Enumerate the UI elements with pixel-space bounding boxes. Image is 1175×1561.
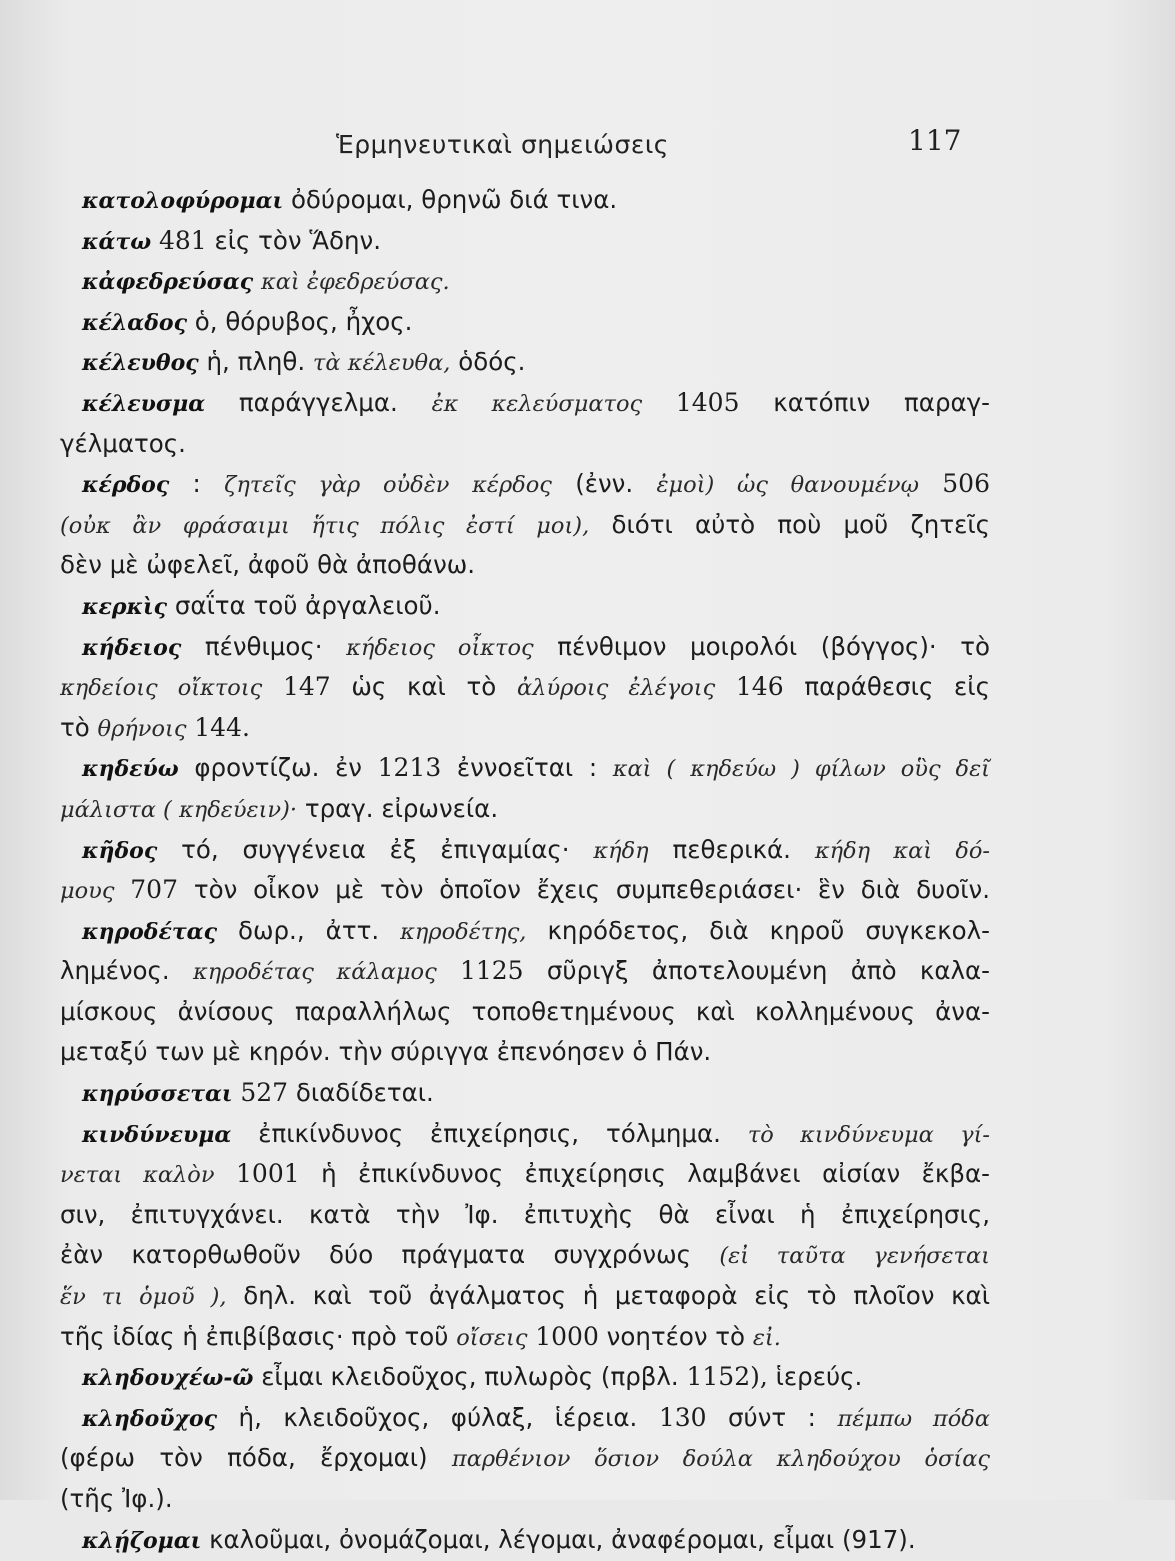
gloss-text: κηρόδετος, διὰ κηροῦ συγκεκολ-: [526, 915, 990, 945]
text-line: [60, 1438, 990, 1479]
text-line: [60, 342, 990, 383]
entry-headword: κατολοφύρομαι: [82, 188, 284, 214]
gloss-text: σαΐτα τοῦ ἀργαλειοῦ.: [167, 590, 441, 620]
gloss-text: (φέρω τὸν πόδα, ἔρχομαι): [60, 1443, 452, 1473]
italic-quotation: καὶ ἐφεδρεύσας.: [260, 269, 450, 296]
italic-quotation: κήδη: [593, 837, 649, 864]
gloss-text: ὁ, θόρυβος, ἦχος.: [186, 306, 413, 336]
text-line: [60, 1357, 990, 1398]
text-line: [60, 302, 990, 343]
gloss-text: γέλματος.: [60, 428, 186, 458]
gloss-text: πεθερικά.: [648, 834, 815, 864]
entry-headword: κλῄζομαι: [82, 1527, 202, 1554]
italic-quotation: ἐκ κελεύσματος: [431, 390, 643, 417]
gloss-text: σῦριγξ ἀποτελουμένη ἀπὸ καλα-: [523, 956, 990, 986]
gloss-text: ἡ, πληθ.: [198, 347, 313, 377]
text-line: [60, 708, 990, 749]
verse-number: 527: [240, 1078, 289, 1108]
italic-quotation: ἕν τι ὁμοῦ ),: [60, 1284, 227, 1311]
text-line: [60, 748, 990, 789]
text-line: [60, 1032, 990, 1073]
gloss-text: πένθιμον μοιρολόι (βόγγος)· τὸ: [533, 631, 990, 661]
entry-headword: κέρδος: [82, 472, 170, 499]
verse-number: 130: [658, 1402, 707, 1432]
entry-headword: κάτω: [82, 228, 152, 255]
gloss-text: ἡ ἐπικίνδυνος ἐπιχείρησις λαμβάνει αἰσίαν ἔκβα-: [299, 1159, 990, 1189]
glossary-entries: [60, 180, 990, 1560]
gloss-text: [437, 956, 460, 985]
gloss-text: τὸν οἶκον μὲ τὸν ὁποῖον ἔχεις συμπεθεριάσει· ἓν διὰ δυοῖν.: [178, 875, 990, 905]
gloss-text: [642, 388, 676, 417]
italic-quotation: κηροδέτης,: [400, 918, 527, 945]
text-line: [60, 789, 990, 830]
gloss-text: [215, 1159, 237, 1188]
italic-quotation: οἴσεις: [456, 1324, 528, 1351]
gloss-text: δηλ. καὶ τοῦ ἀγάλματος ἡ μεταφορὰ εἰς τὸ πλοῖον καὶ: [226, 1281, 990, 1311]
gloss-text: πένθιμος·: [181, 631, 347, 661]
gloss-text: ἐπικίνδυνος ἐπιχείρησις, τόλμημα.: [231, 1118, 748, 1148]
gloss-text: [919, 469, 942, 498]
entry-headword: κερκὶς: [82, 593, 168, 620]
text-line: [60, 586, 990, 627]
italic-quotation: ἀλύροις ἐλέγοις: [516, 675, 716, 702]
text-line: [60, 1317, 990, 1358]
text-line: [60, 505, 990, 546]
italic-quotation: πέμπω πόδα: [837, 1405, 990, 1432]
gloss-text: παράθεσις εἰς: [783, 672, 990, 702]
italic-quotation: θρήνοις: [97, 715, 187, 742]
entry-headword: κηρύσσεται: [82, 1081, 233, 1108]
text-line: [60, 1073, 990, 1114]
gloss-text: τό, συγγένεια ἐξ ἐπιγαμίας·: [157, 834, 594, 864]
gloss-text: φροντίζω. ἐν: [178, 753, 378, 783]
page-header: [0, 124, 1175, 164]
text-line: [60, 261, 990, 302]
entry-headword: κληδοῦχος: [82, 1405, 218, 1432]
italic-quotation: τὸ κινδύνευμα γί-: [747, 1121, 990, 1148]
gloss-text: εἶμαι κλειδοῦχος, πυλωρὸς (πρβλ.: [253, 1362, 687, 1392]
gloss-text: κατόπιν παραγ-: [739, 387, 990, 417]
verse-number: 1001: [236, 1159, 300, 1189]
italic-quotation: μους: [60, 878, 115, 905]
text-line: [60, 221, 990, 262]
text-line: [60, 424, 990, 465]
text-line: [60, 870, 990, 911]
gloss-text: ὡς καὶ τὸ: [330, 672, 517, 702]
verse-number: 147: [282, 672, 331, 702]
italic-quotation: νεται καλὸν: [60, 1162, 215, 1189]
gloss-text: παράγγελμα.: [205, 387, 432, 417]
gloss-text: διότι αὐτὸ ποὺ μοῦ ζητεῖς: [589, 509, 990, 539]
gloss-text: [151, 226, 159, 255]
italic-quotation: κήδειος οἶκτος: [346, 634, 534, 661]
text-line: [60, 1195, 990, 1236]
text-line: [60, 627, 990, 668]
italic-quotation: ζητεῖς γὰρ οὐδὲν κέρδος: [224, 472, 552, 499]
gloss-text: διαδίδεται.: [288, 1078, 434, 1108]
gloss-text: δὲν μὲ ὠφελεῖ, ἀφοῦ θὰ ἀποθάνω.: [60, 550, 476, 580]
text-line: [60, 992, 990, 1033]
entry-headword: κληδουχέω-ῶ: [82, 1365, 254, 1392]
italic-quotation: κηδείοις οἴκτοις: [60, 675, 263, 702]
gloss-text: σύντ :: [706, 1402, 838, 1432]
gloss-text: νοητέον τὸ: [598, 1321, 753, 1351]
gloss-text: [114, 875, 130, 904]
gloss-text: :: [169, 469, 225, 499]
text-line: [60, 951, 990, 992]
gloss-text: [262, 672, 283, 701]
gloss-text: ἐννοεῖται :: [441, 753, 613, 783]
text-line: [60, 464, 990, 505]
gloss-text: [715, 672, 736, 701]
gloss-text: μίσκους ἀνίσους παραλλήλως τοποθετημένους καὶ κολλημένους ἀνα-: [60, 996, 990, 1026]
gloss-text: ὁδός.: [450, 347, 526, 377]
text-line: [60, 545, 990, 586]
verse-number: 1213: [377, 753, 442, 783]
entry-headword: κῆδος: [82, 837, 158, 864]
gloss-text: ὀδύρομαι, θρηνῶ διά τινα.: [283, 185, 618, 214]
italic-quotation: παρθένιον ὅσιον δούλα κληδούχου ὁσίας: [451, 1446, 990, 1473]
verse-number: 481: [158, 225, 207, 255]
gloss-text: ἡ, κλειδοῦχος, φύλαξ, ἱέρεια.: [217, 1402, 659, 1432]
page-number: 117: [908, 124, 962, 157]
text-line: [60, 667, 990, 708]
text-line: [60, 1479, 990, 1520]
verse-number: 1000: [535, 1321, 599, 1351]
verse-number: 1152),: [686, 1362, 768, 1392]
entry-headword: κἀφεδρεύσας: [82, 269, 254, 296]
gloss-text: εἰς τὸν Ἅδην.: [206, 225, 382, 255]
italic-quotation: ἐμοὶ) ὡς θανουμένῳ: [656, 472, 919, 499]
italic-quotation: (εἰ ταῦτα γενήσεται: [719, 1243, 991, 1270]
gloss-text: δωρ., ἀττ.: [216, 915, 401, 945]
gloss-text: τραγ. εἰρωνεία.: [297, 793, 499, 823]
italic-quotation: μάλιστα ( κηδεύειν)·: [60, 796, 298, 823]
verse-number: 1405: [675, 387, 740, 417]
text-line: [60, 1276, 990, 1317]
text-line: [60, 1520, 990, 1561]
verse-number: 707: [130, 875, 178, 905]
gloss-text: σιν, ἐπιτυγχάνει. κατὰ τὴν Ἰφ. ἐπιτυχὴς θὰ εἶναι ἡ ἐπιχείρησις,: [60, 1199, 990, 1229]
italic-quotation: (οὐκ ἂν φράσαιμι ἥτις πόλις ἐστί μοι),: [60, 512, 590, 539]
italic-quotation: κήδη καὶ δό-: [814, 837, 991, 864]
entry-headword: κήδειος: [82, 634, 182, 661]
gloss-text: (ἐνν.: [551, 469, 657, 499]
gloss-text: λημένος.: [60, 956, 193, 986]
gloss-text: τῆς ἰδίας ἡ ἐπιβίβασις· πρὸ τοῦ: [60, 1321, 457, 1351]
gloss-text: (τῆς Ἰφ.).: [60, 1484, 173, 1513]
entry-headword: κέλευσμα: [82, 390, 206, 417]
entry-headword: κέλαδος: [82, 309, 187, 336]
text-line: [60, 1235, 990, 1276]
italic-quotation: τὰ κέλευθα,: [312, 350, 451, 377]
verse-number: 146: [735, 672, 784, 702]
text-line: [60, 911, 990, 952]
verse-number: 1125: [459, 956, 524, 986]
text-line: [60, 830, 990, 871]
gloss-text: [253, 266, 261, 295]
entry-headword: κινδύνευμα: [82, 1121, 232, 1148]
text-line: [60, 1154, 990, 1195]
text-line: [60, 1398, 990, 1439]
gloss-text: μεταξύ των μὲ κηρόν. τὴν σύριγγα ἐπενόησεν ὁ Πάν.: [60, 1037, 712, 1067]
verse-number: 506: [942, 469, 990, 499]
running-title: Ἑρμηνευτικαὶ σημειώσεις: [336, 130, 669, 159]
gloss-text: ἐὰν κατορθωθοῦν δύο πράγματα συγχρόνως: [60, 1240, 720, 1270]
gloss-text: τὸ: [60, 712, 98, 742]
gloss-text: ἱερεύς.: [767, 1362, 863, 1392]
italic-quotation: κηροδέτας κάλαμος: [192, 959, 437, 986]
italic-quotation: εἰ.: [752, 1324, 781, 1351]
verse-number: 144.: [194, 712, 250, 742]
text-line: [60, 1114, 990, 1155]
gloss-text: καλοῦμαι, ὀνομάζομαι, λέγομαι, ἀναφέρομαι, εἶμαι (917).: [201, 1524, 916, 1554]
entry-headword: κέλευθος: [82, 350, 199, 377]
text-line: [60, 180, 990, 221]
italic-quotation: καὶ ( κηδεύω ) φίλων οὓς δεῖ: [612, 756, 990, 783]
entry-headword: κηροδέτας: [82, 918, 217, 945]
entry-headword: κηδεύω: [82, 756, 179, 783]
text-line: [60, 383, 990, 424]
